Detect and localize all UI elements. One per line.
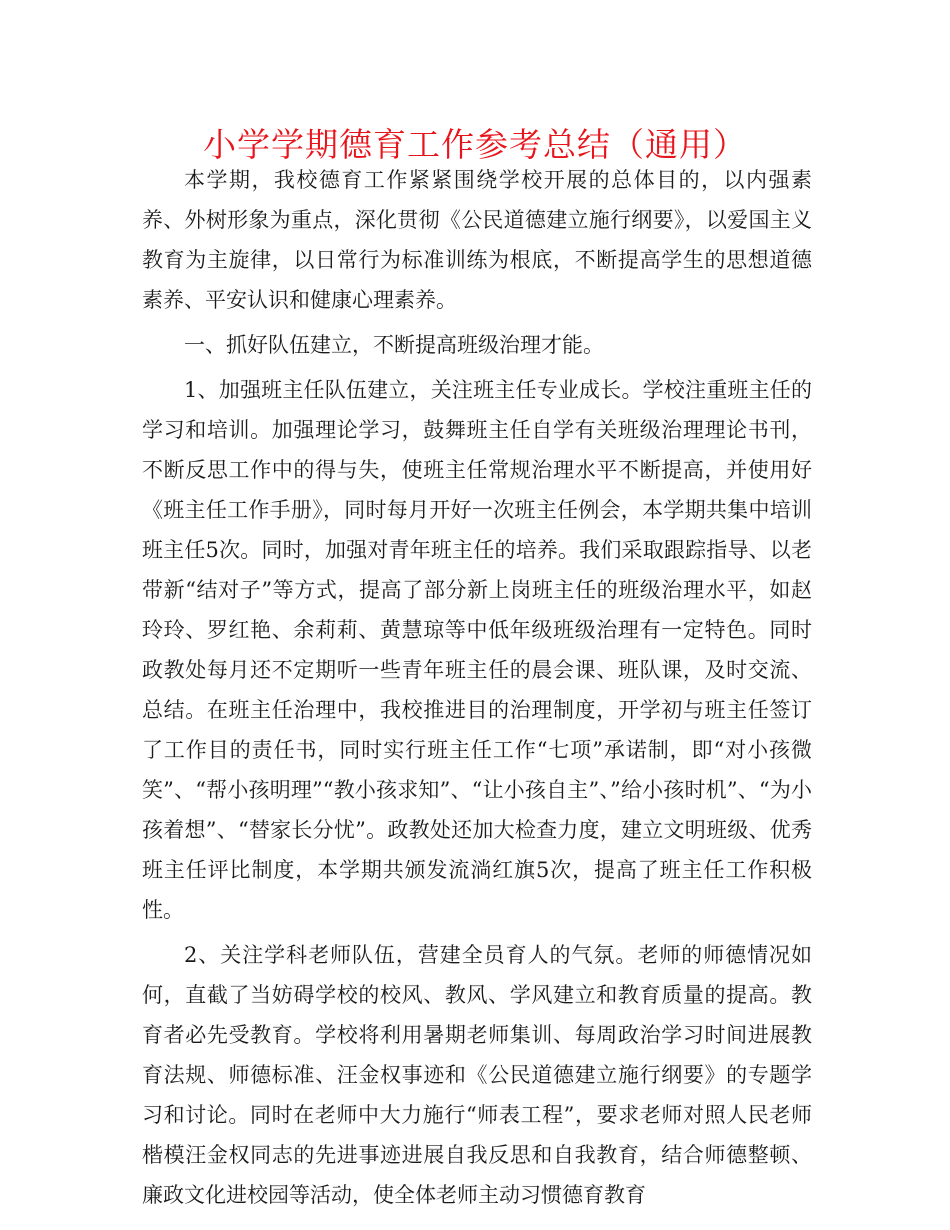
section-heading-1: 一、抓好队伍建立，不断提高班级治理才能。 <box>184 333 604 357</box>
paragraph-2: 2、关注学科老师队伍，营建全员育人的气氛。老师的师德情况如何，直截了当妨碍学校的校风、教风、学风建立和教育质量的提高。教育者必先受教育。学校将利用暑期老师集训、每周政治学习时间进展教育法规、师德标准、汪金权事迹和《公民道德建立施行纲要》的专题学习和讨论。同时在老师中大力施行“师表工程”，要求老师对照人民老师楷模汪金权同志的先进事迹进展自我反思和自我教育，结合师德整顿、廉政文化进校园等活动，使全体老师主动习惯德育教育 <box>142 943 812 1207</box>
document-body <box>142 160 812 1220</box>
paragraph-intro: 本学期，我校德育工作紧紧围绕学校开展的总体目的，以内强素养、外树形象为重点，深化贯彻《公民道德建立施行纲要》，以爱国主义教育为主旋律，以日常行为标准训练为根底，不断提高学生的思想道德素养、平安认识和健康心理素养。 <box>142 168 812 312</box>
paragraph-1: 1、加强班主任队伍建立，关注班主任专业成长。学校注重班主任的学习和培训。加强理论学习，鼓舞班主任自学有关班级治理理论书刊，不断反思工作中的得与失，使班主任常规治理水平不断提高，并使用好《班主任工作手册》，同时每月开好一次班主任例会，本学期共集中培训班主任5次。同时，加强对青年班主任的培养。我们采取跟踪指导、以老带新“结对子”等方式，提高了部分新上岗班主任的班级治理水平，如赵玲玲、罗红艳、余莉莉、黄慧琼等中低年级班级治理有一定特色。同时政教处每月还不定期听一些青年班主任的晨会课、班队课，及时交流、总结。在班主任治理中，我校推进目的治理制度，开学初与班主任签订了工作目的责任书，同时实行班主任工作“七项”承诺制，即“对小孩微笑”、“帮小孩明理”“教小孩求知”、“让小孩自主”、”给小孩时机”、“为小孩着想”、“替家长分忧”。政教处还加大检查力度，建立文明班级、优秀班主任评比制度，本学期共颁发流淌红旗5次，提高了班主任工作积极性。 <box>142 378 812 922</box>
document-title: 小学学期德育工作参考总结（通用） <box>203 125 747 164</box>
